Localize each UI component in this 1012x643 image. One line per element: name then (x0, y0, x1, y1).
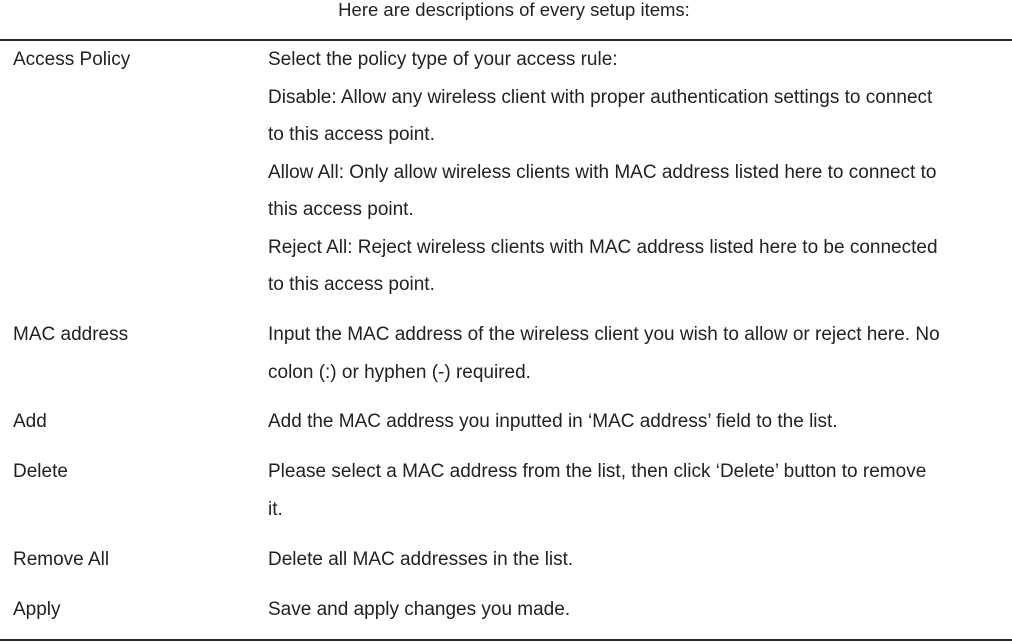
description-remove-all (268, 541, 1008, 579)
description-add (268, 403, 1008, 441)
description-line: Delete all MAC addresses in the list. (268, 549, 574, 570)
term-remove-all: Remove All (13, 549, 110, 570)
term-add: Add (13, 411, 47, 432)
description-line: Select the policy type of your access rule: (268, 49, 618, 70)
description-line: Reject All: Reject wireless clients with MAC address listed here to be connected (268, 236, 938, 258)
description-line: Save and apply changes you made. (268, 599, 571, 620)
description-apply (268, 591, 1008, 629)
table-caption: Here are descriptions of every setup items: (338, 0, 690, 20)
description-line: Allow All: Only allow wireless clients with MAC address listed here to connect to (268, 161, 937, 183)
term-delete: Delete (13, 461, 68, 482)
term-apply: Apply (13, 599, 61, 620)
description-mac-address (268, 316, 1008, 391)
table-bottom-rule (0, 639, 1012, 641)
description-line: colon (:) or hyphen (-) required. (268, 361, 531, 383)
description-line: to this access point. (268, 274, 435, 295)
description-delete (268, 453, 1008, 528)
description-line: Add the MAC address you inputted in ‘MAC address’ field to the list. (268, 411, 838, 432)
term-access-policy: Access Policy (13, 49, 131, 70)
description-line: Input the MAC address of the wireless client you wish to allow or reject here. No (268, 324, 940, 345)
description-line: Disable: Allow any wireless client with proper authentication settings to connect (268, 86, 933, 108)
description-line: this access point. (268, 199, 414, 220)
term-mac-address: MAC address (13, 324, 129, 345)
description-access-policy (268, 41, 1008, 304)
description-line: Please select a MAC address from the list, then click ‘Delete’ button to remove (268, 461, 927, 482)
description-line: to this access point. (268, 124, 435, 145)
description-line: it. (268, 498, 283, 520)
